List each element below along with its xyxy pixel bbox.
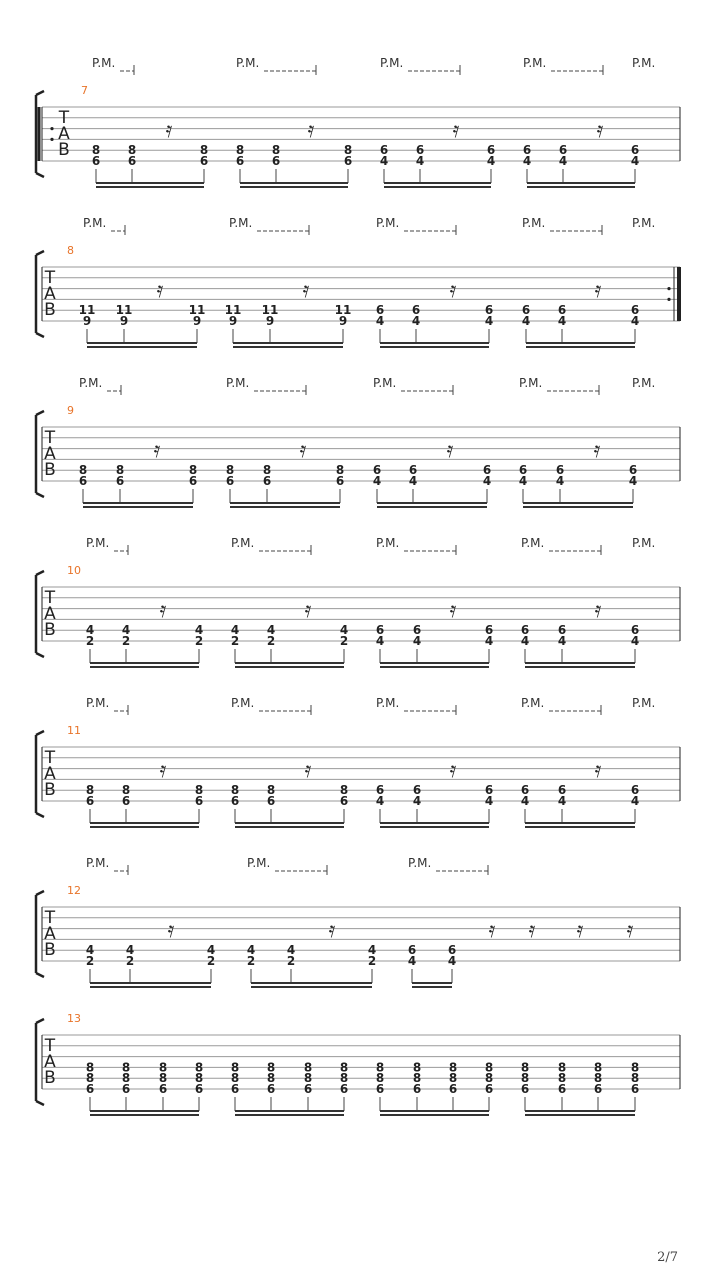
fret-number: 8 [235, 143, 245, 158]
sixteenth-rest: 𝄿 [449, 598, 457, 623]
page-number: 2/7 [657, 1250, 678, 1265]
fret-number: 6 [127, 154, 137, 168]
fret-number: 8 [266, 783, 276, 798]
fret-number: 8 [520, 1060, 530, 1075]
tab-clef-letter: B [58, 140, 70, 160]
fret-number: 6 [199, 154, 209, 168]
system-bracket [36, 411, 44, 497]
fret-number: 9 [192, 314, 202, 328]
fret-number: 4 [518, 474, 528, 488]
fret-number: 6 [521, 303, 531, 318]
fret-number: 4 [194, 623, 204, 638]
fret-number: 4 [521, 314, 531, 328]
fret-number: 4 [486, 154, 496, 168]
fret-number: 8 [339, 1060, 349, 1075]
fret-number: 6 [628, 463, 638, 478]
fret-number: 6 [375, 1082, 385, 1096]
tab-clef-letter: B [44, 780, 56, 800]
fret-number: 6 [484, 303, 494, 318]
palm-mute-label: P.M. [92, 56, 116, 70]
fret-number: 4 [522, 154, 532, 168]
fret-number: 6 [158, 1082, 168, 1096]
fret-number: 4 [85, 943, 95, 958]
fret-number: 8 [262, 463, 272, 478]
fret-number: 6 [520, 623, 530, 638]
fret-number: 4 [246, 943, 256, 958]
fret-number: 8 [194, 783, 204, 798]
sixteenth-rest: 𝄿 [594, 598, 602, 623]
fret-number: 8 [225, 463, 235, 478]
fret-number: 4 [520, 794, 530, 808]
fret-number: 4 [375, 634, 385, 648]
fret-number: 8 [271, 143, 281, 158]
fret-number: 9 [119, 314, 129, 328]
fret-number: 4 [367, 943, 377, 958]
fret-number: 8 [343, 143, 353, 158]
palm-mute-label: P.M. [86, 536, 110, 550]
repeat-dot [667, 287, 670, 290]
tab-clef-letter: A [44, 284, 56, 304]
fret-number: 8 [448, 1060, 458, 1075]
fret-number: 6 [375, 303, 385, 318]
fret-number: 4 [375, 314, 385, 328]
fret-number: 6 [375, 783, 385, 798]
fret-number: 6 [230, 794, 240, 808]
sixteenth-rest: 𝄿 [302, 278, 310, 303]
sixteenth-rest: 𝄿 [452, 118, 460, 143]
tab-clef-letter: T [44, 268, 56, 288]
fret-number: 6 [339, 794, 349, 808]
fret-number: 11 [224, 303, 242, 318]
fret-number: 8 [303, 1071, 313, 1086]
fret-number: 6 [343, 154, 353, 168]
sixteenth-rest: 𝄿 [328, 918, 336, 943]
sixteenth-rest: 𝄿 [165, 118, 173, 143]
fret-number: 9 [265, 314, 275, 328]
system-bracket [36, 891, 44, 977]
fret-number: 6 [266, 794, 276, 808]
fret-number: 8 [557, 1071, 567, 1086]
fret-number: 4 [630, 154, 640, 168]
fret-number: 6 [557, 623, 567, 638]
bar-number: 10 [67, 564, 81, 577]
fret-number: 6 [484, 783, 494, 798]
sixteenth-rest: 𝄿 [304, 598, 312, 623]
fret-number: 6 [408, 463, 418, 478]
fret-number: 6 [85, 1082, 95, 1096]
fret-number: 4 [557, 314, 567, 328]
fret-number: 2 [230, 634, 240, 648]
fret-number: 6 [271, 154, 281, 168]
sixteenth-rest: 𝄿 [153, 438, 161, 463]
fret-number: 2 [246, 954, 256, 968]
palm-mute-label: P.M. [236, 56, 260, 70]
fret-number: 2 [206, 954, 216, 968]
fret-number: 6 [339, 1082, 349, 1096]
palm-mute-label: P.M. [521, 536, 545, 550]
fret-number: 8 [412, 1060, 422, 1075]
fret-number: 6 [121, 1082, 131, 1096]
tab-clef-letter: T [44, 1036, 56, 1056]
repeat-dot [667, 298, 670, 301]
fret-number: 6 [407, 943, 417, 958]
fret-number: 4 [484, 314, 494, 328]
fret-number: 6 [266, 1082, 276, 1096]
fret-number: 4 [482, 474, 492, 488]
sixteenth-rest: 𝄿 [576, 918, 584, 943]
fret-number: 6 [194, 794, 204, 808]
fret-number: 4 [484, 634, 494, 648]
fret-number: 6 [557, 783, 567, 798]
palm-mute-label: P.M. [247, 856, 271, 870]
sixteenth-rest: 𝄿 [488, 918, 496, 943]
sixteenth-rest: 𝄿 [159, 598, 167, 623]
palm-mute-label: P.M. [226, 376, 250, 390]
sixteenth-rest: 𝄿 [449, 278, 457, 303]
fret-number: 9 [338, 314, 348, 328]
bar-number: 9 [67, 404, 74, 417]
fret-number: 8 [158, 1060, 168, 1075]
tab-clef-letter: A [44, 764, 56, 784]
fret-number: 6 [375, 623, 385, 638]
fret-number: 8 [121, 783, 131, 798]
fret-number: 6 [121, 794, 131, 808]
fret-number: 2 [266, 634, 276, 648]
fret-number: 4 [415, 154, 425, 168]
fret-number: 6 [447, 943, 457, 958]
fret-number: 4 [630, 794, 640, 808]
fret-number: 6 [335, 474, 345, 488]
bar-number: 11 [67, 724, 81, 737]
sixteenth-rest: 𝄿 [593, 438, 601, 463]
sixteenth-rest: 𝄿 [594, 278, 602, 303]
fret-number: 4 [286, 943, 296, 958]
palm-mute-label: P.M. [376, 536, 400, 550]
system-bracket [36, 731, 44, 817]
fret-number: 4 [85, 623, 95, 638]
fret-number: 8 [375, 1060, 385, 1075]
sixteenth-rest: 𝄿 [159, 758, 167, 783]
fret-number: 6 [630, 783, 640, 798]
palm-mute-label: P.M. [380, 56, 404, 70]
system-bracket [36, 1019, 44, 1105]
fret-number: 8 [78, 463, 88, 478]
fret-number: 8 [335, 463, 345, 478]
fret-number: 8 [85, 1071, 95, 1086]
fret-number: 4 [412, 794, 422, 808]
tab-clef-letter: A [44, 444, 56, 464]
fret-number: 6 [557, 1082, 567, 1096]
bar-number: 13 [67, 1012, 81, 1025]
fret-number: 8 [85, 1060, 95, 1075]
fret-number: 4 [557, 634, 567, 648]
palm-mute-label: P.M. [632, 536, 656, 550]
fret-number: 6 [115, 474, 125, 488]
fret-number: 6 [520, 783, 530, 798]
palm-mute-label: P.M. [632, 376, 656, 390]
palm-mute-label: P.M. [408, 856, 432, 870]
repeat-dot [50, 138, 53, 141]
fret-number: 6 [630, 303, 640, 318]
tab-clef-letter: T [58, 108, 70, 128]
fret-number: 8 [194, 1071, 204, 1086]
fret-number: 6 [593, 1082, 603, 1096]
fret-number: 6 [448, 1082, 458, 1096]
fret-number: 6 [484, 1082, 494, 1096]
fret-number: 6 [412, 1082, 422, 1096]
palm-mute-label: P.M. [519, 376, 543, 390]
fret-number: 4 [447, 954, 457, 968]
bar-number: 7 [81, 84, 88, 97]
fret-number: 11 [334, 303, 352, 318]
sixteenth-rest: 𝄿 [594, 758, 602, 783]
tab-clef-letter: A [58, 124, 70, 144]
fret-number: 9 [228, 314, 238, 328]
fret-number: 2 [339, 634, 349, 648]
fret-number: 8 [593, 1060, 603, 1075]
palm-mute-label: P.M. [632, 216, 656, 230]
fret-number: 6 [379, 143, 389, 158]
fret-number: 8 [303, 1060, 313, 1075]
fret-number: 4 [408, 474, 418, 488]
tab-clef-letter: A [44, 1052, 56, 1072]
tab-clef-letter: T [44, 748, 56, 768]
system-bracket [36, 251, 44, 337]
fret-number: 8 [339, 783, 349, 798]
sixteenth-rest: 𝄿 [528, 918, 536, 943]
fret-number: 6 [518, 463, 528, 478]
fret-number: 8 [230, 1060, 240, 1075]
palm-mute-label: P.M. [86, 696, 110, 710]
tab-clef-letter: A [44, 604, 56, 624]
fret-number: 6 [230, 1082, 240, 1096]
fret-number: 8 [85, 783, 95, 798]
fret-number: 6 [558, 143, 568, 158]
tab-clef-letter: B [44, 460, 56, 480]
fret-number: 8 [557, 1060, 567, 1075]
fret-number: 6 [412, 623, 422, 638]
fret-number: 4 [372, 474, 382, 488]
fret-number: 4 [411, 314, 421, 328]
fret-number: 6 [85, 794, 95, 808]
fret-number: 4 [520, 634, 530, 648]
fret-number: 4 [339, 623, 349, 638]
palm-mute-label: P.M. [373, 376, 397, 390]
fret-number: 9 [82, 314, 92, 328]
fret-number: 6 [484, 623, 494, 638]
repeat-dot [50, 127, 53, 130]
fret-number: 11 [115, 303, 133, 318]
fret-number: 8 [199, 143, 209, 158]
sixteenth-rest: 𝄿 [307, 118, 315, 143]
palm-mute-label: P.M. [376, 216, 400, 230]
fret-number: 4 [555, 474, 565, 488]
fret-number: 4 [266, 623, 276, 638]
tab-clef-letter: T [44, 588, 56, 608]
fret-number: 8 [121, 1060, 131, 1075]
fret-number: 6 [235, 154, 245, 168]
palm-mute-label: P.M. [632, 56, 656, 70]
fret-number: 8 [630, 1060, 640, 1075]
fret-number: 8 [194, 1060, 204, 1075]
fret-number: 8 [412, 1071, 422, 1086]
bar-number: 12 [67, 884, 81, 897]
tab-clef-letter: B [44, 300, 56, 320]
palm-mute-label: P.M. [83, 216, 107, 230]
system-bracket [36, 571, 44, 657]
sixteenth-rest: 𝄿 [304, 758, 312, 783]
fret-number: 4 [628, 474, 638, 488]
tab-clef-letter: B [44, 940, 56, 960]
fret-number: 4 [407, 954, 417, 968]
fret-number: 8 [484, 1060, 494, 1075]
fret-number: 6 [555, 463, 565, 478]
fret-number: 6 [412, 783, 422, 798]
fret-number: 4 [630, 314, 640, 328]
fret-number: 2 [125, 954, 135, 968]
sixteenth-rest: 𝄿 [299, 438, 307, 463]
sixteenth-rest: 𝄿 [167, 918, 175, 943]
tab-clef-letter: A [44, 924, 56, 944]
fret-number: 11 [78, 303, 96, 318]
tab-clef-letter: T [44, 908, 56, 928]
fret-number: 8 [121, 1071, 131, 1086]
fret-number: 4 [125, 943, 135, 958]
sixteenth-rest: 𝄿 [446, 438, 454, 463]
fret-number: 6 [91, 154, 101, 168]
fret-number: 4 [630, 634, 640, 648]
palm-mute-label: P.M. [522, 216, 546, 230]
fret-number: 2 [367, 954, 377, 968]
fret-number: 6 [520, 1082, 530, 1096]
fret-number: 4 [121, 623, 131, 638]
fret-number: 8 [266, 1060, 276, 1075]
fret-number: 8 [230, 783, 240, 798]
fret-number: 6 [303, 1082, 313, 1096]
fret-number: 11 [261, 303, 279, 318]
fret-number: 8 [630, 1071, 640, 1086]
fret-number: 4 [557, 794, 567, 808]
fret-number: 8 [91, 143, 101, 158]
fret-number: 6 [415, 143, 425, 158]
fret-number: 4 [206, 943, 216, 958]
fret-number: 6 [522, 143, 532, 158]
fret-number: 6 [557, 303, 567, 318]
fret-number: 8 [375, 1071, 385, 1086]
fret-number: 4 [412, 634, 422, 648]
fret-number: 11 [188, 303, 206, 318]
bar-number: 8 [67, 244, 74, 257]
palm-mute-label: P.M. [86, 856, 110, 870]
sixteenth-rest: 𝄿 [626, 918, 634, 943]
fret-number: 8 [593, 1071, 603, 1086]
fret-number: 6 [372, 463, 382, 478]
fret-number: 4 [558, 154, 568, 168]
sixteenth-rest: 𝄿 [596, 118, 604, 143]
fret-number: 8 [188, 463, 198, 478]
fret-number: 4 [230, 623, 240, 638]
fret-number: 2 [85, 634, 95, 648]
fret-number: 8 [115, 463, 125, 478]
fret-number: 6 [630, 623, 640, 638]
palm-mute-label: P.M. [79, 376, 103, 390]
palm-mute-label: P.M. [231, 536, 255, 550]
palm-mute-label: P.M. [376, 696, 400, 710]
fret-number: 6 [194, 1082, 204, 1096]
palm-mute-label: P.M. [632, 696, 656, 710]
palm-mute-label: P.M. [231, 696, 255, 710]
fret-number: 6 [262, 474, 272, 488]
fret-number: 8 [339, 1071, 349, 1086]
fret-number: 6 [188, 474, 198, 488]
tab-clef-letter: B [44, 620, 56, 640]
tab-clef-letter: B [44, 1068, 56, 1088]
fret-number: 8 [127, 143, 137, 158]
tab-clef-letter: T [44, 428, 56, 448]
fret-number: 6 [630, 143, 640, 158]
fret-number: 2 [194, 634, 204, 648]
fret-number: 8 [448, 1071, 458, 1086]
fret-number: 4 [375, 794, 385, 808]
fret-number: 6 [482, 463, 492, 478]
fret-number: 6 [486, 143, 496, 158]
fret-number: 4 [379, 154, 389, 168]
fret-number: 6 [411, 303, 421, 318]
fret-number: 2 [286, 954, 296, 968]
palm-mute-label: P.M. [523, 56, 547, 70]
fret-number: 2 [85, 954, 95, 968]
fret-number: 4 [484, 794, 494, 808]
fret-number: 6 [630, 1082, 640, 1096]
fret-number: 2 [121, 634, 131, 648]
palm-mute-label: P.M. [229, 216, 253, 230]
fret-number: 6 [225, 474, 235, 488]
sixteenth-rest: 𝄿 [449, 758, 457, 783]
fret-number: 8 [266, 1071, 276, 1086]
fret-number: 8 [158, 1071, 168, 1086]
fret-number: 8 [484, 1071, 494, 1086]
palm-mute-label: P.M. [521, 696, 545, 710]
sixteenth-rest: 𝄿 [156, 278, 164, 303]
fret-number: 8 [230, 1071, 240, 1086]
fret-number: 6 [78, 474, 88, 488]
fret-number: 8 [520, 1071, 530, 1086]
